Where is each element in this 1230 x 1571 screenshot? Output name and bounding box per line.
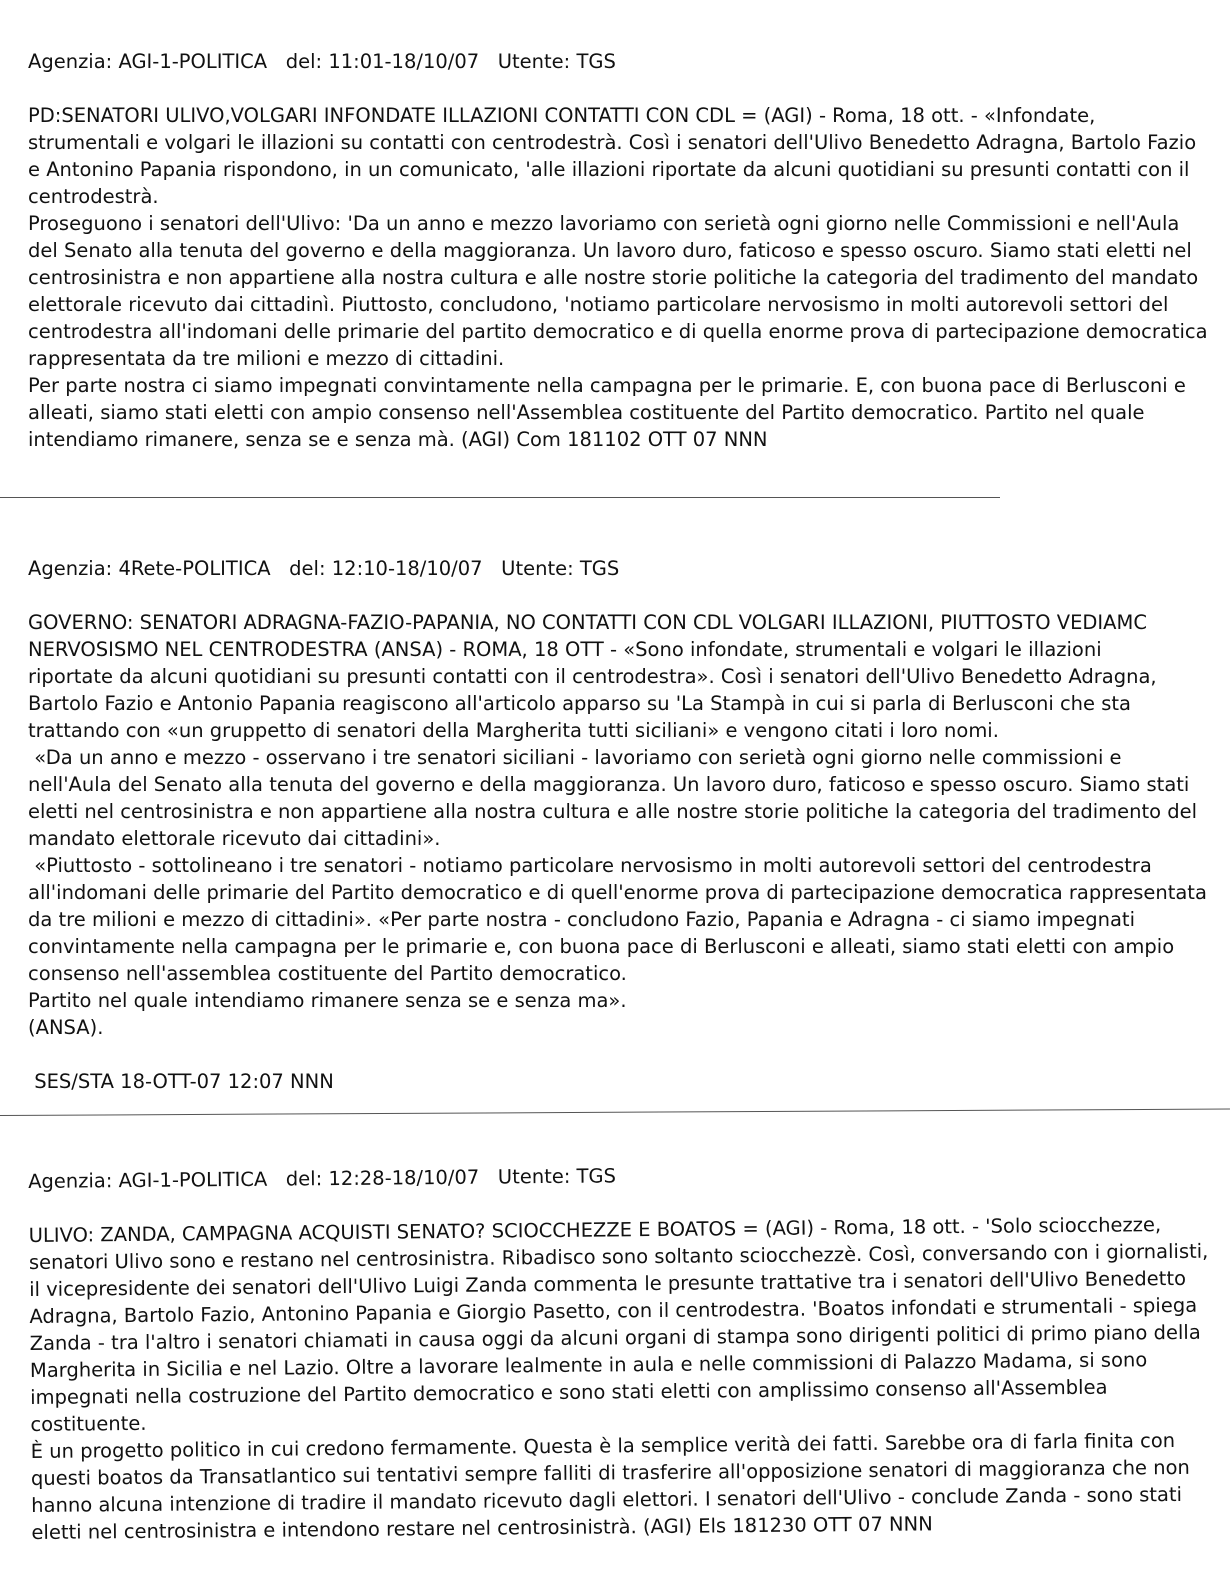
body-line: rappresentata da tre milioni e mezzo di cittadini. [28,347,505,370]
body-line: impegnati nella costruzione del Partito democratico e sono stati eletti con amplissimo consenso all'Assemblea [30,1375,1108,1409]
body-line: NERVOSISMO NEL CENTRODESTRA (ANSA) - ROMA, 18 OTT - «Sono infondate, strumentali e volgari le illazioni [28,638,1102,661]
body-line: eletti nel centrosinistra e non appartiene alla nostra cultura e alle nostre storie politiche la categoria del tradimento del [28,800,1198,823]
news-item-3 [28,1157,1222,1546]
body-line: Per parte nostra ci siamo impegnati convintamente nella campagna per le primarie. E, con buona pace di Berlusconi e [28,374,1186,397]
body-line: riportate da alcuni quotidiani su presunti contatti con il centrodestra». Così i senatori dell'Ulivo Benedetto Adragna, [28,665,1157,688]
agency-label: Agenzia: [28,1169,113,1193]
body-line: hanno alcuna intenzione di tradire il mandato ricevuto dagli elettori. I senatori dell'Ulivo - conclude Zanda - sono stati [31,1482,1183,1517]
agency-name: AGI-1-POLITICA [118,1167,268,1193]
body-line: mandato elettorale ricevuto dai cittadini». [28,827,441,850]
body-line: Bartolo Fazio e Antonio Papania reagiscono all'articolo apparso su 'La Stampà in cui si parla di Berlusconi che sta [28,692,1131,715]
date-value: 12:10-18/10/07 [331,557,483,580]
body-line: Margherita in Sicilia e nel Lazio. Oltre a lavorare lealmente in aula e nelle commissioni di Palazzo Madama, si sono [29,1348,1148,1382]
item-footer: SES/STA 18-OTT-07 12:07 NNN [28,1070,334,1093]
body-line: nell'Aula del Senato alla tenuta del governo e della maggioranza. Un lavoro duro, faticoso e spesso oscuro. Siamo stati [28,773,1190,796]
user-label: Utente: [497,1164,571,1189]
body-line: all'indomani delle primarie del Partito democratico e di quell'enorme prova di partecipazione democratica rappresentata [28,881,1207,904]
agency-name: 4Rete-POLITICA [118,557,271,580]
news-item-1 [28,48,1218,453]
body-line: elettorale ricevuto dai cittadinì. Piuttosto, concludono, 'notiamo particolare nervosismo in molti autorevoli settori del [28,293,1169,316]
item-body [28,609,1218,1041]
user-value: TGS [579,557,620,580]
item-body [28,102,1218,453]
item-header [28,555,1218,582]
news-item-2 [28,555,1218,1095]
body-line: (ANSA). [28,1016,104,1039]
date-label: del: [289,557,326,580]
body-line: costituente. [30,1411,147,1436]
body-line: questi boatos da Transatlantico sui tentativi sempre falliti di trasferire all'opposizione senatori di maggioranza che non [30,1455,1190,1490]
date-value: 11:01-18/10/07 [328,50,480,73]
body-line: centrodestrà. [28,185,159,208]
body-line: del Senato alla tenuta del governo e della maggioranza. Un lavoro duro, faticoso e spesso oscuro. Siamo stati eletti nel [28,239,1192,262]
user-value: TGS [576,1164,617,1188]
item-body [29,1211,1222,1546]
body-line: «Piuttosto - sottolineano i tre senatori - notiamo particolare nervosismo in molti autorevoli settori del centrodestra [28,854,1152,877]
body-line: Proseguono i senatori dell'Ulivo: 'Da un anno e mezzo lavoriamo con serietà ogni giorno nelle Commissioni e nell'Aula [28,212,1180,235]
body-line: eletti nel centrosinistra e intendono restare nel centrosinistrà. (AGI) Els 181230 OTT 07 NNN [31,1512,933,1544]
body-line: senatori Ulivo sono e restano nel centrosinistra. Ribadisco sono soltanto sciocchezzè. Così, conversando con i giornalisti, [28,1239,1209,1274]
separator-rule [0,1109,1230,1116]
user-value: TGS [576,50,616,73]
body-line: centrosinistra e non appartiene alla nostra cultura e alle nostre storie politiche la categoria del tradimento del mandato [28,266,1199,289]
agency-label: Agenzia: [28,50,113,73]
separator-rule [0,497,1000,498]
body-line: centrodestra all'indomani delle primarie del partito democratico e di quella enorme prova di partecipazione democratica [28,320,1208,343]
body-line: Partito nel quale intendiamo rimanere senza se e senza ma». [28,989,627,1012]
body-line: ULIVO: ZANDA, CAMPAGNA ACQUISTI SENATO? SCIOCCHEZZE E BOATOS = (AGI) - Roma, 18 ott. - 'Solo sciocchezze, [28,1213,1162,1247]
body-line: Adragna, Bartolo Fazio, Antonino Papania e Giorgio Pasetto, con il centrodestra. 'Boatos infondati e strumentali - spiega [29,1293,1198,1328]
body-line: strumentali e volgari le illazioni su contatti con centrodestrà. Così i senatori dell'Ulivo Benedetto Adragna, Bartolo Fazio [28,131,1197,154]
body-line: intendiamo rimanere, senza se e senza mà. (AGI) Com 181102 OTT 07 NNN [28,428,768,451]
agency-label: Agenzia: [28,557,113,580]
body-line: trattando con «un gruppetto di senatori della Margherita tutti siciliani» e vengono citati i loro nomi. [28,719,999,742]
body-line: «Da un anno e mezzo - osservano i tre senatori siciliani - lavoriamo con serietà ogni giorno nelle commissioni e [28,746,1122,769]
body-line: convintamente nella campagna per le primarie e, con buona pace di Berlusconi e alleati, siamo stati eletti con ampio [28,935,1175,958]
user-label: Utente: [501,557,574,580]
date-label: del: [285,50,323,73]
agency-name: AGI-1-POLITICA [118,50,268,73]
body-line: Zanda - tra l'altro i senatori chiamati in causa oggi da alcuni organi di stampa sono dirigenti politici di primo piano della [29,1320,1201,1355]
body-line: da tre milioni e mezzo di cittadini». «Per parte nostra - concludono Fazio, Papania e Adragna - ci siamo impegnati [28,908,1135,931]
body-line: È un progetto politico in cui credono fermamente. Questa è la semplice verità dei fatti. Sarebbe ora di farla finita con [30,1429,1176,1463]
date-label: del: [285,1167,323,1191]
body-line: alleati, siamo stati eletti con ampio consenso nell'Assemblea costituente del Partito democratico. Partito nel quale [28,401,1145,424]
body-line: GOVERNO: SENATORI ADRAGNA-FAZIO-PAPANIA, NO CONTATTI CON CDL VOLGARI ILLAZIONI, PIUTTOSTO VEDIAMC [28,611,1147,634]
body-line: consenso nell'assemblea costituente del Partito democratico. [28,962,627,985]
item-header [28,48,1218,75]
user-label: Utente: [497,50,571,73]
body-line: il vicepresidente dei senatori dell'Ulivo Luigi Zanda commenta le presunte trattative tra i senatori dell'Ulivo Benedetto [29,1266,1187,1301]
body-line: PD:SENATORI ULIVO,VOLGARI INFONDATE ILLAZIONI CONTATTI CON CDL = (AGI) - Roma, 18 ott. - «Infondate, [28,104,1096,127]
date-value: 12:28-18/10/07 [328,1165,480,1191]
body-line: e Antonino Papania rispondono, in un comunicato, 'alle illazioni riportate da alcuni quotidiani su presunti contatti con il [28,158,1190,181]
